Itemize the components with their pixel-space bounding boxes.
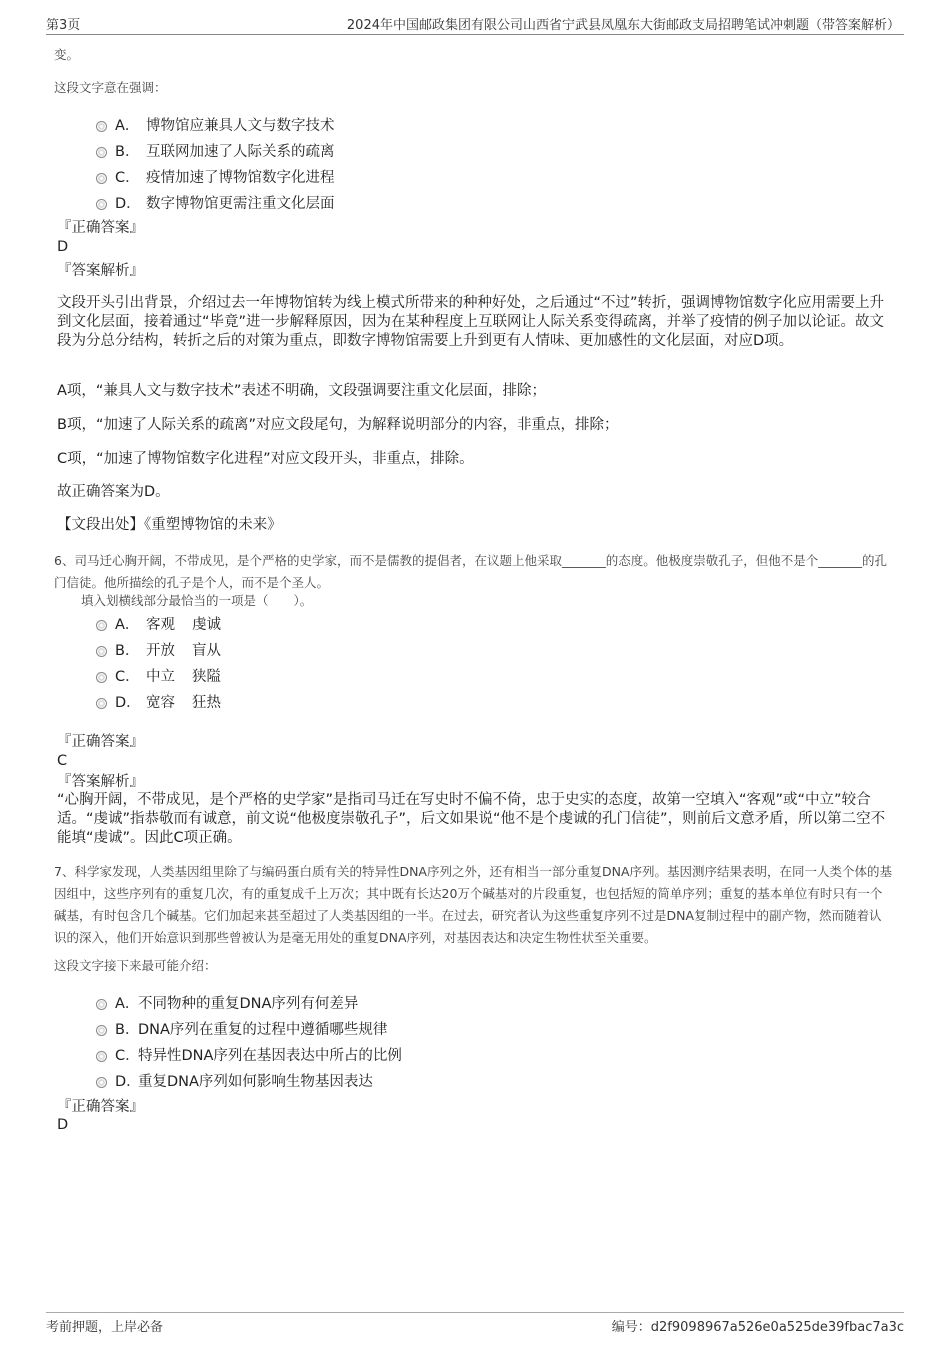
q7-stem: 7、科学家发现，人类基因组里除了与编码蛋白质有关的特异性DNA序列之外，还有相当一部分重复DNA序列。基因测序结果表明，在同一人类个体的基因组中，这些序列有的重复几次，有的重复成千上万次；其中既有长达20万个碱基对的片段重复，也包括短的简单序列；重复的基本单位有时只有一个碱基，有时包含几个碱基。它们加起来甚至超过了人类基因组的一半。在过去，研究者认为这些重复序列不过是DNA复制过程中的副产物，然而随着认识的深入，他们开始意识到那些曾被认为是毫无用处的重复DNA序列，对基因表达和决定生物性状至关重要。 [54, 864, 893, 945]
radio-icon[interactable] [96, 173, 107, 184]
q5-conclusion: 故正确答案为D。 [57, 484, 170, 500]
radio-icon[interactable] [96, 1051, 107, 1062]
q5-prompt: 这段文字意在强调： [54, 80, 167, 95]
footer-slogan: 考前押题，上岸必备 [46, 1320, 164, 1335]
q5-answer-label: 『正确答案』 [57, 220, 144, 236]
radio-icon[interactable] [96, 620, 107, 631]
q6-answer: C [57, 753, 68, 769]
radio-icon[interactable] [96, 199, 107, 210]
q5-option-c[interactable]: C． 疫情加速了博物馆数字化进程 [96, 166, 335, 187]
q7-option-c[interactable]: C．特异性DNA序列在基因表达中所占的比例 [96, 1044, 402, 1065]
q6-option-a[interactable]: A． 客观 虔诚 [96, 613, 221, 634]
q6-analysis-label: 『答案解析』 [57, 774, 144, 790]
q5-analysis-label: 『答案解析』 [57, 263, 144, 279]
q7-option-d[interactable]: D．重复DNA序列如何影响生物基因表达 [96, 1070, 373, 1091]
q6-analysis: “心胸开阔，不带成见，是个严格的史学家”是指司马迁在写史时不偏不倚，忠于史实的态度，故第一空填入“客观”或“中立”较合适。“虔诚”指恭敬而有诚意，前文说“他极度崇敬孔子”，后文如果说“他不是个虔诚的孔门信徒”，则前后文意矛盾，所以第二空不能填“虔诚”。因此C项正确。 [57, 792, 886, 846]
radio-icon[interactable] [96, 672, 107, 683]
page-number: 第3页 [46, 18, 81, 33]
page-footer [46, 1312, 904, 1335]
q7-answer-label: 『正确答案』 [57, 1099, 144, 1115]
document-title: 2024年中国邮政集团有限公司山西省宁武县凤凰东大街邮政支局招聘笔试冲刺题（带答案解析） [346, 18, 900, 33]
q7-answer: D [57, 1117, 69, 1133]
radio-icon[interactable] [96, 999, 107, 1010]
q7-option-b[interactable]: B．DNA序列在重复的过程中遵循哪些规律 [96, 1018, 387, 1039]
q6-option-c[interactable]: C． 中立 狭隘 [96, 665, 221, 686]
radio-icon[interactable] [96, 147, 107, 158]
q6-option-b[interactable]: B． 开放 盲从 [96, 639, 221, 660]
q6-stem: 6、司马迁心胸开阔，不带成见，是个严格的史学家，而不是儒教的提倡者，在议题上他采取_______的态度。他极度崇敬孔子，但他不是个_______的孔门信徒。他所描绘的孔子是个人，而不是个圣人。 [54, 553, 887, 590]
radio-icon[interactable] [96, 1025, 107, 1036]
q5-analysis-paragraph: 文段开头引出背景，介绍过去一年博物馆转为线上模式所带来的种种好处，之后通过“不过”转折，强调博物馆数字化应用需要上升到文化层面，接着通过“毕竟”进一步解释原因，因为在某种程度上互联网让人际关系变得疏离，并举了疫情的例子加以论证。故文段为分总分结构，转折之后的对策为重点，即数字博物馆需要上升到更有人情味、更加感性的文化层面，对应D项。 [57, 295, 885, 349]
q5-answer: D [57, 239, 69, 255]
q7-option-a[interactable]: A．不同物种的重复DNA序列有何差异 [96, 992, 358, 1013]
passage-continuation: 变。 [54, 47, 80, 62]
q6-option-d[interactable]: D． 宽容 狂热 [96, 691, 221, 712]
radio-icon[interactable] [96, 646, 107, 657]
q5-option-b[interactable]: B． 互联网加速了人际关系的疏离 [96, 140, 335, 161]
footer-code: 编号：d2f9098967a526e0a525de39fbac7a3c [611, 1320, 904, 1335]
q5-option-a[interactable]: A． 博物馆应兼具人文与数字技术 [96, 114, 335, 135]
q5-analysis-a: A项，“兼具人文与数字技术”表述不明确，文段强调要注重文化层面，排除； [57, 383, 546, 399]
page-header [46, 14, 904, 35]
q5-source: 【文段出处】《重塑博物馆的未来》 [57, 517, 282, 533]
q7-prompt: 这段文字接下来最可能介绍： [54, 958, 217, 973]
radio-icon[interactable] [96, 1077, 107, 1088]
radio-icon[interactable] [96, 121, 107, 132]
q5-analysis-c: C项，“加速了博物馆数字化进程”对应文段开头，非重点，排除。 [57, 451, 474, 467]
q6-prompt: 填入划横线部分最恰当的一项是（ ）。 [81, 593, 313, 608]
radio-icon[interactable] [96, 698, 107, 709]
q5-option-d[interactable]: D． 数字博物馆更需注重文化层面 [96, 192, 335, 213]
q5-analysis-b: B项，“加速了人际关系的疏离”对应文段尾句，为解释说明部分的内容，非重点，排除； [57, 417, 619, 433]
q6-answer-label: 『正确答案』 [57, 734, 144, 750]
